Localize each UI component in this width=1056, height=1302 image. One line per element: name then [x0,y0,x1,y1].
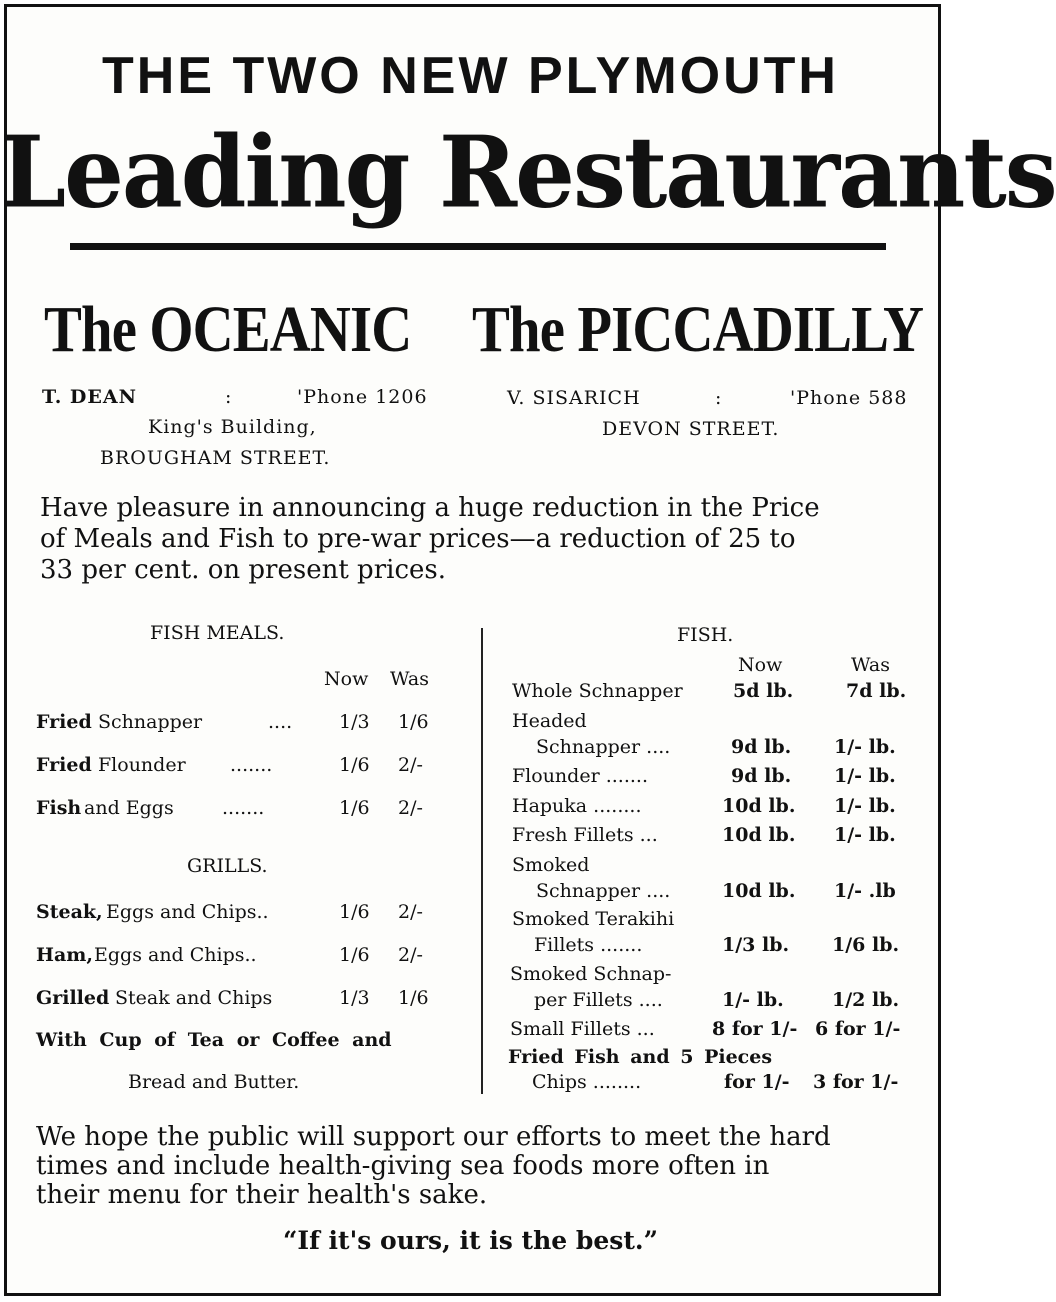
item-label-bold: Fried [36,711,92,733]
closing-line-2: times and include health-giving sea foods more often in [36,1151,770,1181]
item-label-bold: Grilled [36,987,110,1009]
item-price-now: 1/- lb. [722,989,784,1011]
item-price-was: 1/2 lb. [832,989,900,1011]
item-label: Small Fillets ... [510,1018,655,1040]
item-price-was: 1/- lb. [834,736,896,758]
piccadilly-separator: : [715,387,723,409]
item-price-now: 10d lb. [722,880,796,902]
item-price-now: 1/3 [339,987,370,1009]
oceanic-address-line1: King's Building, [148,416,317,438]
item-label: Headed [512,710,587,732]
fish-heading: FISH. [677,624,734,646]
item-label-continued: Schnapper .... [536,880,671,902]
item-price-was: 3 for 1/- [813,1071,899,1093]
item-label-bold: Steak, [36,901,103,923]
headline-title: Leading Restaurants [0,115,1056,231]
item-price-was: 7d lb. [846,680,907,702]
grills-note-line1: With Cup of Tea or Coffee and [36,1029,392,1051]
item-price-now: 5d lb. [733,680,794,702]
item-label-bold: Fried [36,754,92,776]
item-label: Whole Schnapper [512,680,683,702]
grills-heading: GRILLS. [187,855,268,877]
item-price-was: 2/- [398,944,423,966]
fish-col-was: Was [851,654,890,676]
item-label: Steak and Chips [115,987,273,1009]
piccadilly-proprietor: V. SISARICH [507,387,641,409]
piccadilly-address-line1: DEVON STREET. [602,418,780,440]
item-label: Eggs and Chips.. [106,901,269,923]
piccadilly-phone: 'Phone 588 [790,387,908,409]
item-label: Eggs and Chips.. [94,944,257,966]
item-label-continued: per Fillets .... [534,989,663,1011]
item-price-now: 1/6 [339,944,370,966]
oceanic-proprietor: T. DEAN [42,386,137,408]
restaurant-name-piccadilly: The PICCADILLY [472,293,924,366]
item-price-now: 10d lb. [722,824,796,846]
item-price-now: 8 for 1/- [712,1018,798,1040]
item-label-continued: Chips ........ [532,1071,642,1093]
item-leader-dots: .... [268,711,293,733]
item-label: and Eggs [84,797,174,819]
item-price-now: for 1/- [724,1071,790,1093]
fish-col-now: Now [738,654,783,676]
item-price-now: 10d lb. [722,795,796,817]
item-label: Smoked Terakihi [512,908,675,930]
item-price-now: 9d lb. [731,765,792,787]
item-label: Schnapper [98,711,203,733]
item-label: Smoked [512,854,590,876]
item-price-now: 1/3 [339,711,370,733]
oceanic-address-line2: BROUGHAM STREET. [100,447,331,469]
item-label: Flounder [98,754,186,776]
item-label-continued: Fillets ....... [534,934,643,956]
item-price-was: 1/- lb. [834,824,896,846]
item-price-was: 1/6 [398,711,429,733]
item-price-was: 1/6 [398,987,429,1009]
item-price-now: 1/3 lb. [722,934,790,956]
intro-line-2: of Meals and Fish to pre-war prices—a reduction of 25 to [40,524,796,554]
intro-line-3: 33 per cent. on present prices. [40,555,446,585]
item-label: Smoked Schnap- [510,963,672,985]
item-price-now: 9d lb. [731,736,792,758]
grills-note-line2: Bread and Butter. [128,1071,300,1093]
item-label-bold: Fish [36,797,82,819]
item-label: Hapuka ........ [512,795,642,817]
item-label: Fresh Fillets ... [512,824,658,846]
item-label: Flounder ....... [512,765,648,787]
item-price-was: 1/- .lb [834,880,896,902]
intro-line-1: Have pleasure in announcing a huge reduction in the Price [40,493,820,523]
headline-top: THE TWO NEW PLYMOUTH [102,47,839,105]
item-price-was: 2/- [398,754,423,776]
item-label: Fried Fish and 5 Pieces [508,1046,773,1068]
item-price-was: 1/6 lb. [832,934,900,956]
item-price-was: 6 for 1/- [815,1018,901,1040]
column-divider [481,628,483,1094]
heading-rule [70,243,886,250]
fish-meals-heading: FISH MEALS. [150,622,285,644]
item-price-now: 1/6 [339,754,370,776]
item-price-was: 2/- [398,901,423,923]
item-price-was: 2/- [398,797,423,819]
slogan: “If it's ours, it is the best.” [283,1226,658,1255]
item-price-was: 1/- lb. [834,765,896,787]
fish-meals-col-was: Was [390,668,429,690]
item-leader-dots: ....... [222,797,265,819]
oceanic-phone: 'Phone 1206 [297,386,428,408]
item-leader-dots: ....... [230,754,273,776]
oceanic-separator: : [225,386,233,408]
item-label-continued: Schnapper .... [536,736,671,758]
item-price-now: 1/6 [339,901,370,923]
item-price-now: 1/6 [339,797,370,819]
fish-meals-col-now: Now [324,668,369,690]
item-label-bold: Ham, [36,944,93,966]
closing-line-1: We hope the public will support our efforts to meet the hard [36,1122,831,1152]
closing-line-3: their menu for their health's sake. [36,1180,488,1210]
item-price-was: 1/- lb. [834,795,896,817]
restaurant-name-oceanic: The OCEANIC [44,293,412,366]
